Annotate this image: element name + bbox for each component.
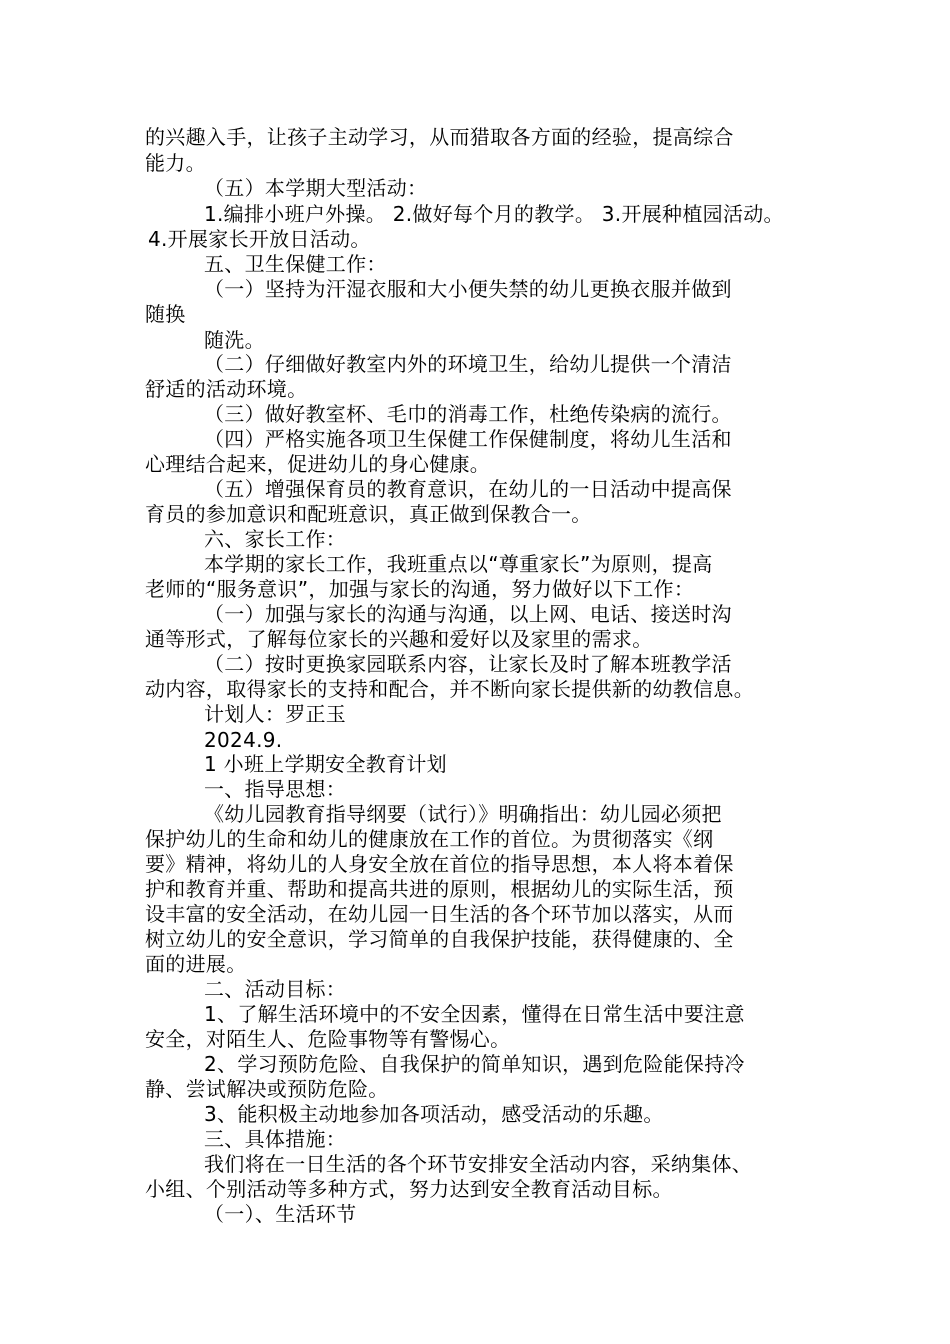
text-line: 随洗。: [204, 328, 265, 352]
text-line: 能力。: [145, 151, 206, 175]
section-heading: 一、指导思想：: [204, 777, 347, 801]
text-line: 随换: [145, 302, 186, 326]
section-heading: 二、活动目标：: [204, 977, 347, 1001]
text-line: 护和教育并重、帮助和提高共进的原则，根据幼儿的实际生活，预: [145, 877, 734, 901]
text-line: 要》精神，将幼儿的人身安全放在首位的指导思想，本人将本着保: [145, 852, 734, 876]
text-line: 通等形式，了解每位家长的兴趣和爱好以及家里的需求。: [145, 627, 653, 651]
text-line: 面的进展。: [145, 952, 247, 976]
text-line: 安全，对陌生人、危险事物等有警惕心。: [145, 1027, 511, 1051]
text-line: 3、能积极主动地参加各项活动，感受活动的乐趣。: [204, 1102, 664, 1126]
text-line: 小组、个别活动等多种方式，努力达到安全教育活动目标。: [145, 1177, 673, 1201]
text-line: （三）做好教室杯、毛巾的消毒工作，杜绝传染病的流行。: [204, 402, 732, 426]
text-line: 舒适的活动环境。: [145, 377, 308, 401]
text-line: 老师的“服务意识”，加强与家长的沟通，努力做好以下工作：: [145, 577, 695, 601]
text-line: 心理结合起来，促进幼儿的身心健康。: [145, 452, 491, 476]
text-line: 静、尝试解决或预防危险。: [145, 1077, 389, 1101]
text-line: 4.开展家长开放日活动。: [148, 227, 371, 251]
text-line: 1.编排小班户外操。 2.做好每个月的教学。 3.开展种植园活动。: [204, 202, 784, 226]
text-line: （四）严格实施各项卫生保健工作保健制度，将幼儿生活和: [204, 427, 732, 451]
text-line: 的兴趣入手，让孩子主动学习，从而猎取各方面的经验，提高综合: [145, 125, 734, 149]
author-line: 计划人：罗正玉: [204, 702, 347, 726]
date-line: 2024.9.: [204, 728, 283, 752]
text-line: 1、了解生活环境中的不安全因素，懂得在日常生活中要注意: [204, 1002, 745, 1026]
document-title: 1 小班上学期安全教育计划: [204, 752, 447, 776]
text-line: （五）本学期大型活动：: [204, 176, 428, 200]
text-line: 《幼儿园教育指导纲要（试行）》明确指出：幼儿园必须把: [204, 802, 722, 826]
section-heading: 三、具体措施：: [204, 1127, 347, 1151]
text-line: （二）仔细做好教室内外的环境卫生，给幼儿提供一个清洁: [204, 352, 732, 376]
text-line: 树立幼儿的安全意识，学习简单的自我保护技能，获得健康的、全: [145, 927, 734, 951]
section-heading: （一）、生活环节: [204, 1202, 357, 1226]
section-heading: 五、卫生保健工作：: [204, 252, 387, 276]
text-line: 本学期的家长工作，我班重点以“尊重家长”为原则，提高: [204, 552, 713, 576]
text-line: （一）加强与家长的沟通与沟通，以上网、电话、接送时沟: [204, 602, 732, 626]
text-line: （五）增强保育员的教育意识，在幼儿的一日活动中提高保: [204, 477, 732, 501]
text-line: 设丰富的安全活动，在幼儿园一日生活的各个环节加以落实，从而: [145, 902, 734, 926]
text-line: 2、学习预防危险、自我保护的简单知识，遇到危险能保持冷: [204, 1052, 745, 1076]
text-line: （二）按时更换家园联系内容，让家长及时了解本班教学活: [204, 652, 732, 676]
text-line: 动内容，取得家长的支持和配合，并不断向家长提供新的幼教信息。: [145, 677, 754, 701]
text-line: 保护幼儿的生命和幼儿的健康放在工作的首位。为贯彻落实《纲: [145, 827, 714, 851]
text-line: 育员的参加意识和配班意识，真正做到保教合一。: [145, 502, 592, 526]
text-line: 我们将在一日生活的各个环节安排安全活动内容，采纳集体、: [204, 1152, 753, 1176]
text-line: （一）坚持为汗湿衣服和大小便失禁的幼儿更换衣服并做到: [204, 277, 732, 301]
section-heading: 六、家长工作：: [204, 527, 347, 551]
